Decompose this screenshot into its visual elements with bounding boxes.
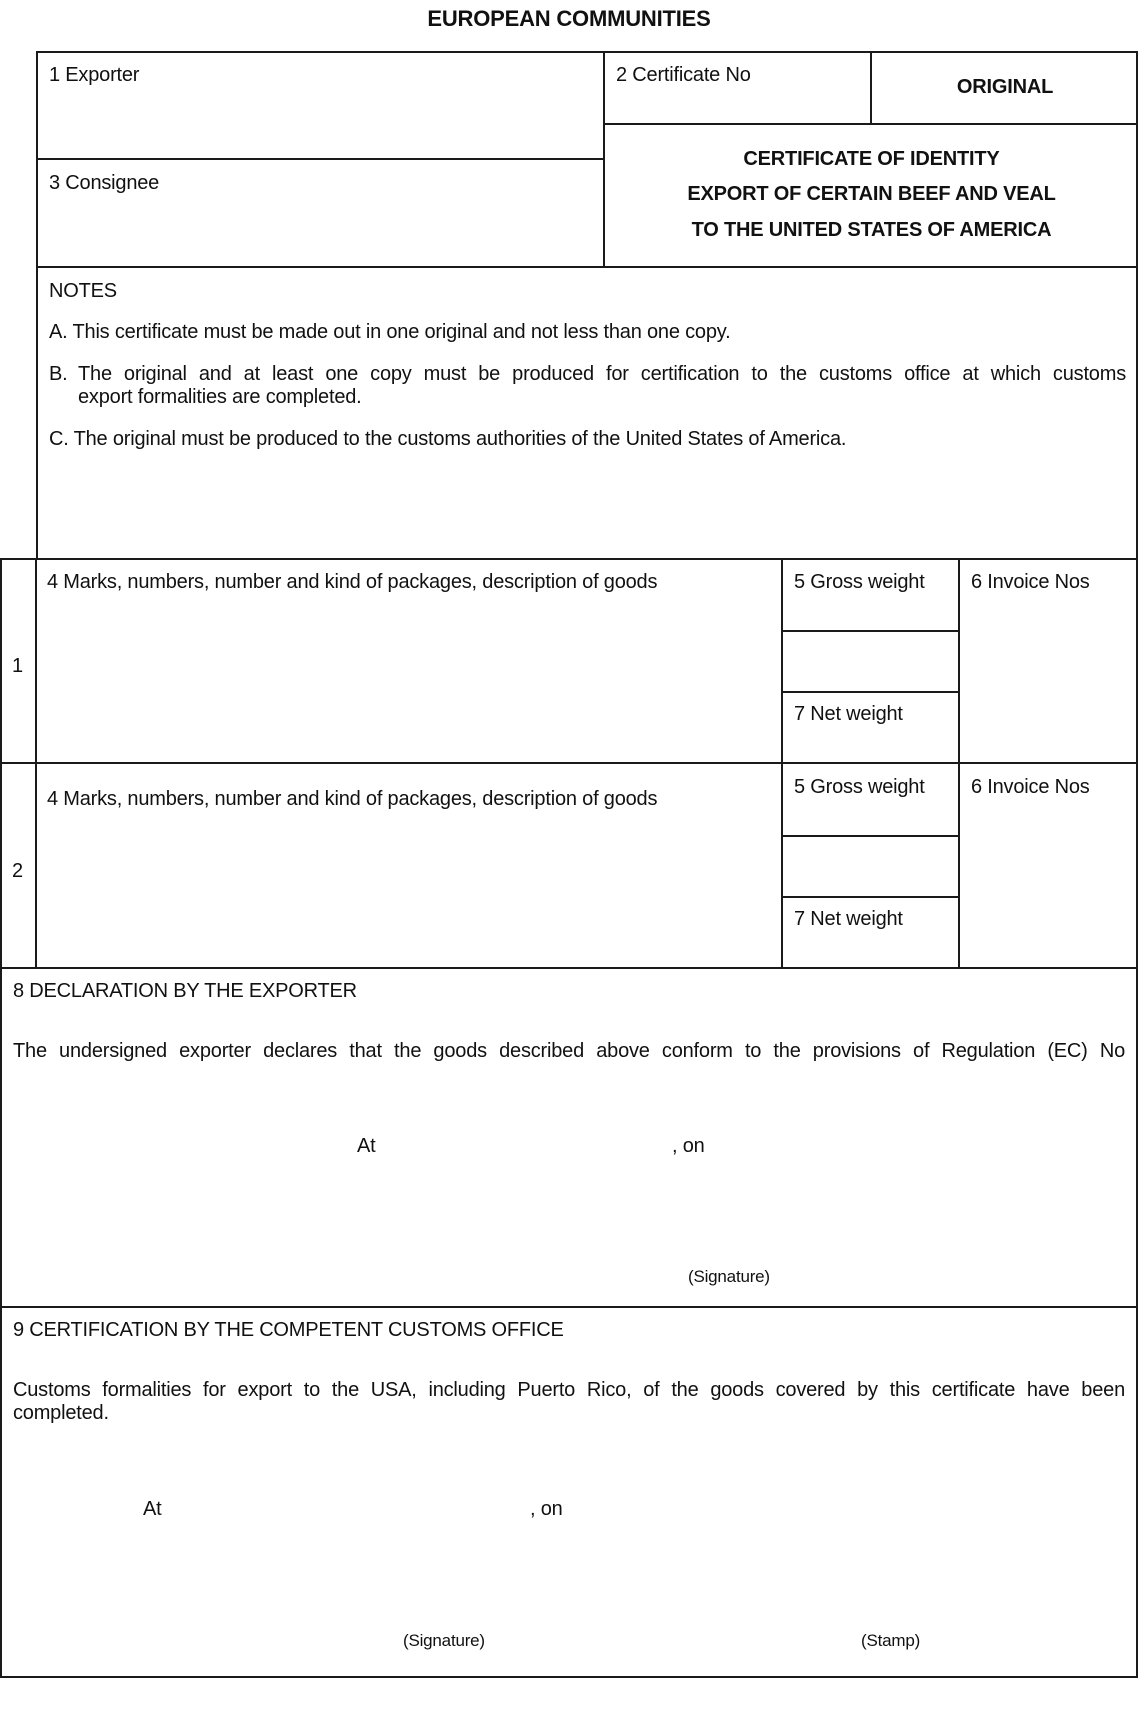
declaration-at-label: At <box>357 1135 376 1157</box>
marks-label: 4 Marks, numbers, number and kind of packages, description of goods <box>47 571 658 593</box>
note-text-continued: export formalities are completed. <box>78 386 362 408</box>
notes-heading: NOTES <box>49 280 117 302</box>
note-a <box>49 321 730 344</box>
note-c <box>49 428 846 451</box>
declaration-text: The undersigned exporter declares that the goods described above conform to the provisions of Regulation (EC) No <box>13 1040 1125 1062</box>
consignee-field[interactable] <box>49 172 159 195</box>
certification-place-field[interactable] <box>168 1498 528 1522</box>
gross-weight-label: 5 Gross weight <box>794 776 925 798</box>
certificate-title-line: CERTIFICATE OF IDENTITY <box>743 148 1000 170</box>
certification-date-field[interactable] <box>575 1498 875 1522</box>
row-number: 1 <box>12 655 23 677</box>
row-number: 2 <box>12 860 23 882</box>
declaration-on-label: , on <box>672 1135 705 1157</box>
document-title: EUROPEAN COMMUNITIES <box>427 6 711 31</box>
note-text: The original and at least one copy must be produced for certification to the customs office at which customs <box>78 363 1126 385</box>
invoice-nos-field[interactable] <box>971 776 1090 799</box>
declaration-date-field[interactable] <box>715 1135 1015 1159</box>
marks-label: 4 Marks, numbers, number and kind of packages, description of goods <box>47 788 658 810</box>
certificate-title-line: TO THE UNITED STATES OF AMERICA <box>691 219 1052 241</box>
certification-on-label: , on <box>530 1498 563 1520</box>
marks-field[interactable] <box>47 571 657 594</box>
gross-weight-label: 5 Gross weight <box>794 571 925 593</box>
certificate-title-line: EXPORT OF CERTAIN BEEF AND VEAL <box>687 183 1056 205</box>
certification-text: Customs formalities for export to the USA, including Puerto Rico, of the goods covered by this certificate have been <box>13 1379 1125 1401</box>
certification-at-label: At <box>143 1498 162 1520</box>
note-letter: A. <box>49 321 68 343</box>
gross-weight-field[interactable] <box>794 776 925 799</box>
declaration-signature-label: (Signature) <box>688 1267 770 1286</box>
declaration-heading: 8 DECLARATION BY THE EXPORTER <box>13 980 357 1002</box>
consignee-label: 3 Consignee <box>49 172 160 194</box>
original-label: ORIGINAL <box>956 76 1054 98</box>
exporter-field[interactable] <box>49 64 139 87</box>
certification-signature-label: (Signature) <box>403 1631 485 1650</box>
net-weight-field[interactable] <box>794 908 903 931</box>
net-weight-label: 7 Net weight <box>794 703 903 725</box>
exporter-label: 1 Exporter <box>49 64 140 86</box>
declaration-place-field[interactable] <box>380 1135 670 1159</box>
note-letter: C. <box>49 428 69 450</box>
certification-stamp-label: (Stamp) <box>861 1631 921 1650</box>
invoice-nos-label: 6 Invoice Nos <box>971 571 1090 593</box>
invoice-nos-label: 6 Invoice Nos <box>971 776 1090 798</box>
note-letter: B. <box>49 363 68 385</box>
gross-weight-field[interactable] <box>794 571 925 594</box>
net-weight-label: 7 Net weight <box>794 908 903 930</box>
certification-text-continued: completed. <box>13 1402 109 1424</box>
certificate-no-label: 2 Certificate No <box>616 64 751 86</box>
invoice-nos-field[interactable] <box>971 571 1090 594</box>
note-text: This certificate must be made out in one original and not less than one copy. <box>72 321 731 343</box>
marks-field[interactable] <box>47 788 657 811</box>
certificate-no-field[interactable] <box>616 64 751 87</box>
certification-heading: 9 CERTIFICATION BY THE COMPETENT CUSTOMS OFFICE <box>13 1319 564 1341</box>
note-text: The original must be produced to the customs authorities of the United States of America. <box>73 428 847 450</box>
net-weight-field[interactable] <box>794 703 903 726</box>
